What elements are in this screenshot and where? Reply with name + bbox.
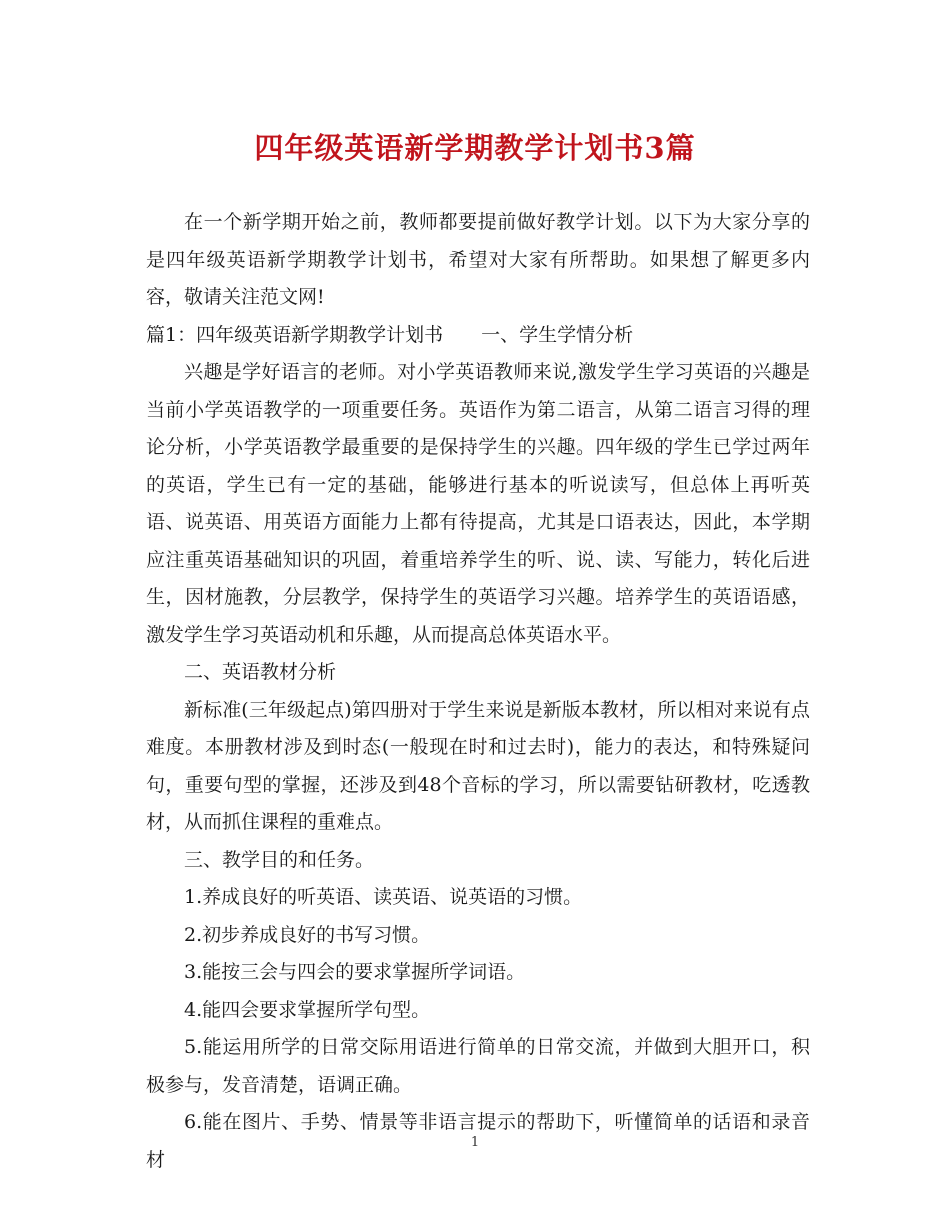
section-heading-textbook: 二、英语教材分析 — [184, 661, 337, 683]
document-body — [146, 204, 810, 1179]
document-title: 四年级英语新学期教学计划书3篇 — [254, 131, 696, 165]
goal-item: 6.能在图片、手势、情景等非语言提示的帮助下，听懂简单的话语和录音材 — [146, 1111, 810, 1171]
goal-item: 4.能四会要求掌握所学句型。 — [184, 998, 431, 1021]
goal-item: 3.能按三会与四会的要求掌握所学词语。 — [184, 961, 526, 983]
textbook-analysis-paragraph: 新标准(三年级起点)第四册对于学生来说是新版本教材，所以相对来说有点难度。本册教材涉及到时态(一般现在时和过去时)，能力的表达，和特殊疑问句，重要句型的掌握，还涉及到48个音标的学习，所以需要钻研教材，吃透教材，从而抓住课程的重难点。 — [146, 698, 810, 833]
goal-item: 2.初步养成良好的书写习惯。 — [184, 923, 431, 946]
section-heading-part1: 篇1：四年级英语新学期教学计划书 一、学生学情分析 — [146, 323, 634, 346]
student-analysis-paragraph: 兴趣是学好语言的老师。对小学英语教师来说,激发学生学习英语的兴趣是当前小学英语教学的一项重要任务。英语作为第二语言，从第二语言习得的理论分析，小学英语教学最重要的是保持学生的兴趣。四年级的学生已学过两年的英语，学生已有一定的基础，能够进行基本的听说读写，但总体上再听英语、说英语、用英语方面能力上都有待提高，尤其是口语表达，因此，本学期应注重英语基础知识的巩固，着重培养学生的听、说、读、写能力，转化后进生，因材施教，分层教学，保持学生的英语学习兴趣。培养学生的英语语感，激发学生学习英语动机和乐趣，从而提高总体英语水平。 — [146, 361, 810, 646]
intro-paragraph: 在一个新学期开始之前，教师都要提前做好教学计划。以下为大家分享的是四年级英语新学期教学计划书，希望对大家有所帮助。如果想了解更多内容，敬请关注范文网! — [146, 211, 810, 308]
goal-item: 5.能运用所学的日常交际用语进行简单的日常交流，并做到大胆开口，积极参与，发音清楚，语调正确。 — [146, 1036, 810, 1096]
section-heading-goals: 三、教学目的和任务。 — [184, 848, 375, 871]
goal-item: 1.养成良好的听英语、读英语、说英语的习惯。 — [184, 886, 583, 908]
page-number: 1 — [470, 1135, 480, 1150]
